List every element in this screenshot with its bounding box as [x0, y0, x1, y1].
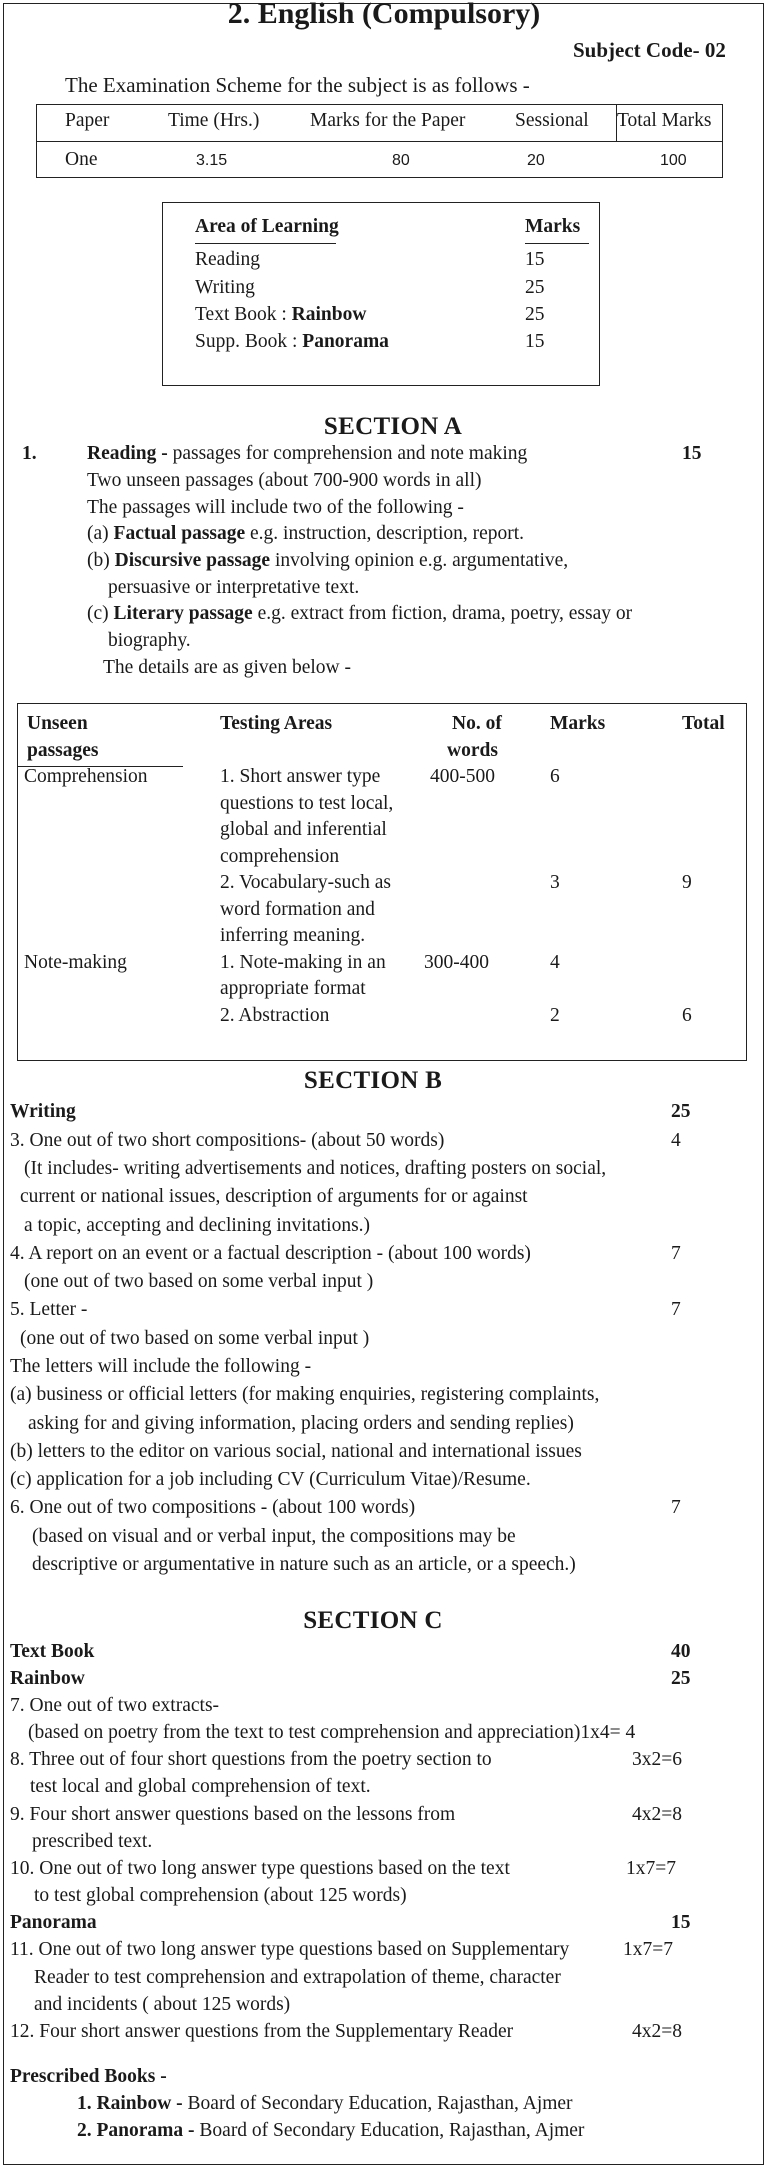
- notemaking-words: 300-400: [424, 952, 489, 973]
- section-b-heading: SECTION B: [303, 1067, 443, 1094]
- section-c-heading: SECTION C: [303, 1607, 443, 1634]
- area-row-reading: Reading: [195, 249, 260, 270]
- q10-text: 10. One out of two long answer type questions based on the text: [10, 1858, 510, 1879]
- q11-text: 11. One out of two long answer type questions based on Supplementary: [10, 1939, 570, 1960]
- comprehension-line-4: comprehension: [220, 846, 340, 867]
- q1-item-b: (b) Discursive passage involving opinion e.g. argumentative,: [87, 550, 569, 571]
- q4-marks: 7: [671, 1243, 681, 1264]
- q6-marks: 7: [671, 1497, 681, 1518]
- comprehension-line-1: 1. Short answer type: [220, 766, 381, 787]
- q9-marks: 4x2=8: [632, 1804, 682, 1825]
- q5-item-a-cont: asking for and giving information, placing orders and sending replies): [28, 1413, 574, 1434]
- area-marks-reading: 15: [525, 249, 545, 270]
- comprehension-line-3: global and inferential: [220, 819, 387, 840]
- q11-line-2: and incidents ( about 125 words): [34, 1994, 291, 2015]
- notemaking-line-1: 1. Note-making in an: [220, 952, 386, 973]
- q7-text: 7. One out of two extracts-: [10, 1695, 220, 1716]
- prescribed-heading: Prescribed Books -: [10, 2066, 167, 2087]
- writing-marks: 25: [671, 1101, 691, 1122]
- q11-line-1: Reader to test comprehension and extrapolation of theme, character: [34, 1967, 561, 1988]
- q12-marks: 4x2=8: [632, 2021, 682, 2042]
- q5-line-1: (one out of two based on some verbal input ): [20, 1328, 370, 1349]
- q9-text: 9. Four short answer questions based on the lessons from: [10, 1804, 456, 1825]
- area-marks-suppbook: 15: [525, 331, 545, 352]
- prescribed-book-2: 2. Panorama - Board of Secondary Education, Rajasthan, Ajmer: [77, 2120, 585, 2141]
- q7-line-1: (based on poetry from the text to test comprehension and appreciation)1x4= 4: [28, 1722, 636, 1743]
- area-row-writing: Writing: [195, 277, 255, 298]
- total-header: Total: [682, 713, 725, 734]
- q4-line-1: (one out of two based on some verbal input ): [24, 1271, 374, 1292]
- q10-marks: 1x7=7: [626, 1858, 676, 1879]
- q4-text: 4. A report on an event or a factual description - (about 100 words): [10, 1243, 531, 1264]
- q9-line-1: prescribed text.: [32, 1831, 153, 1852]
- area-marks-header: Marks: [525, 216, 581, 237]
- q6-line-2: descriptive or argumentative in nature such as an article, or a speech.): [32, 1554, 576, 1575]
- comprehension-total: 9: [682, 872, 692, 893]
- words-header-1: No. of: [452, 713, 502, 734]
- words-header-2: words: [447, 740, 498, 761]
- textbook-heading: Text Book: [10, 1641, 95, 1662]
- q5-item-b: (b) letters to the editor on various social, national and international issues: [10, 1441, 582, 1462]
- q5-text: 5. Letter -: [10, 1299, 88, 1320]
- comprehension-line-2: questions to test local,: [220, 793, 394, 814]
- q1-number: 1.: [22, 443, 37, 464]
- notemaking-marks-2: 2: [550, 1005, 560, 1026]
- comprehension-marks-2: 3: [550, 872, 560, 893]
- q3-marks: 4: [671, 1130, 681, 1151]
- page-title: 2. English (Compulsory): [227, 0, 541, 30]
- area-marks-textbook: 25: [525, 304, 545, 325]
- writing-heading: Writing: [10, 1101, 76, 1122]
- q1-marks: 15: [682, 443, 702, 464]
- textbook-marks: 40: [671, 1641, 691, 1662]
- area-row-textbook: Text Book : Rainbow: [195, 304, 367, 325]
- q5-item-c: (c) application for a job including CV (Curriculum Vitae)/Resume.: [10, 1469, 531, 1490]
- q8-marks: 3x2=6: [632, 1749, 682, 1770]
- comprehension-line-7: inferring meaning.: [220, 925, 366, 946]
- q6-text: 6. One out of two compositions - (about 100 words): [10, 1497, 416, 1518]
- scheme-header-paper: Paper: [65, 110, 110, 131]
- scheme-header-time: Time (Hrs.): [168, 110, 260, 131]
- q6-line-1: (based on visual and or verbal input, the compositions may be: [32, 1526, 516, 1547]
- scheme-header-marks: Marks for the Paper: [310, 110, 466, 131]
- scheme-cell-marks: 80: [392, 152, 410, 169]
- q3-line-1: (It includes- writing advertisements and notices, drafting posters on social,: [24, 1158, 607, 1179]
- notemaking-total: 6: [682, 1005, 692, 1026]
- q1-item-b-cont: persuasive or interpretative text.: [108, 577, 360, 598]
- area-row-suppbook: Supp. Book : Panorama: [195, 331, 389, 352]
- q1-details: The details are as given below -: [103, 657, 351, 678]
- q1-item-c-cont: biography.: [108, 630, 191, 651]
- prescribed-book-1: 1. Rainbow - Board of Secondary Education, Rajasthan, Ajmer: [77, 2093, 573, 2114]
- scheme-cell-time: 3.15: [196, 152, 228, 169]
- q3-text: 3. One out of two short compositions- (about 50 words): [10, 1130, 445, 1151]
- scheme-cell-sessional: 20: [527, 152, 545, 169]
- q1-line-2: The passages will include two of the following -: [87, 497, 464, 518]
- comprehension-line-6: word formation and: [220, 899, 375, 920]
- panorama-heading: Panorama: [10, 1912, 97, 1933]
- area-marks-writing: 25: [525, 277, 545, 298]
- comprehension-label: Comprehension: [24, 766, 148, 787]
- testing-header: Testing Areas: [220, 713, 333, 734]
- notemaking-label: Note-making: [24, 952, 127, 973]
- q11-marks: 1x7=7: [623, 1939, 673, 1960]
- marks-header: Marks: [550, 713, 606, 734]
- q1-line-1: Two unseen passages (about 700-900 words in all): [87, 470, 482, 491]
- panorama-marks: 15: [671, 1912, 691, 1933]
- q10-line-1: to test global comprehension (about 125 words): [34, 1885, 407, 1906]
- q8-text: 8. Three out of four short questions from the poetry section to: [10, 1749, 492, 1770]
- scheme-header-total: Total Marks: [617, 110, 712, 131]
- rainbow-heading: Rainbow: [10, 1668, 85, 1689]
- comprehension-marks-1: 6: [550, 766, 560, 787]
- scheme-cell-paper: One: [65, 149, 98, 170]
- comprehension-line-5: 2. Vocabulary-such as: [220, 872, 391, 893]
- notemaking-line-3: 2. Abstraction: [220, 1005, 330, 1026]
- unseen-header-2: passages: [27, 740, 99, 761]
- q1-item-a: (a) Factual passage e.g. instruction, description, report.: [87, 523, 525, 544]
- scheme-cell-total: 100: [660, 152, 687, 169]
- scheme-header-sessional: Sessional: [515, 110, 589, 131]
- rainbow-marks: 25: [671, 1668, 691, 1689]
- q5-item-a: (a) business or official letters (for making enquiries, registering complaints,: [10, 1384, 600, 1405]
- q8-line-1: test local and global comprehension of text.: [30, 1776, 371, 1797]
- q1-item-c: (c) Literary passage e.g. extract from fiction, drama, poetry, essay or: [87, 603, 633, 624]
- scheme-intro: The Examination Scheme for the subject is as follows -: [65, 73, 530, 97]
- q5-marks: 7: [671, 1299, 681, 1320]
- notemaking-line-2: appropriate format: [220, 978, 366, 999]
- q3-line-2: current or national issues, description of arguments for or against: [20, 1186, 528, 1207]
- notemaking-marks-1: 4: [550, 952, 560, 973]
- q12-text: 12. Four short answer questions from the Supplementary Reader: [10, 2021, 514, 2042]
- subject-code: Subject Code- 02: [573, 38, 726, 62]
- comprehension-words: 400-500: [430, 766, 495, 787]
- area-header: Area of Learning: [195, 216, 339, 237]
- q1-reading: Reading - passages for comprehension and note making: [87, 443, 528, 464]
- unseen-header-1: Unseen: [27, 713, 88, 734]
- q3-line-3: a topic, accepting and declining invitations.): [24, 1215, 371, 1236]
- section-a-heading: SECTION A: [323, 413, 463, 440]
- q5-line-2: The letters will include the following -: [10, 1356, 312, 1377]
